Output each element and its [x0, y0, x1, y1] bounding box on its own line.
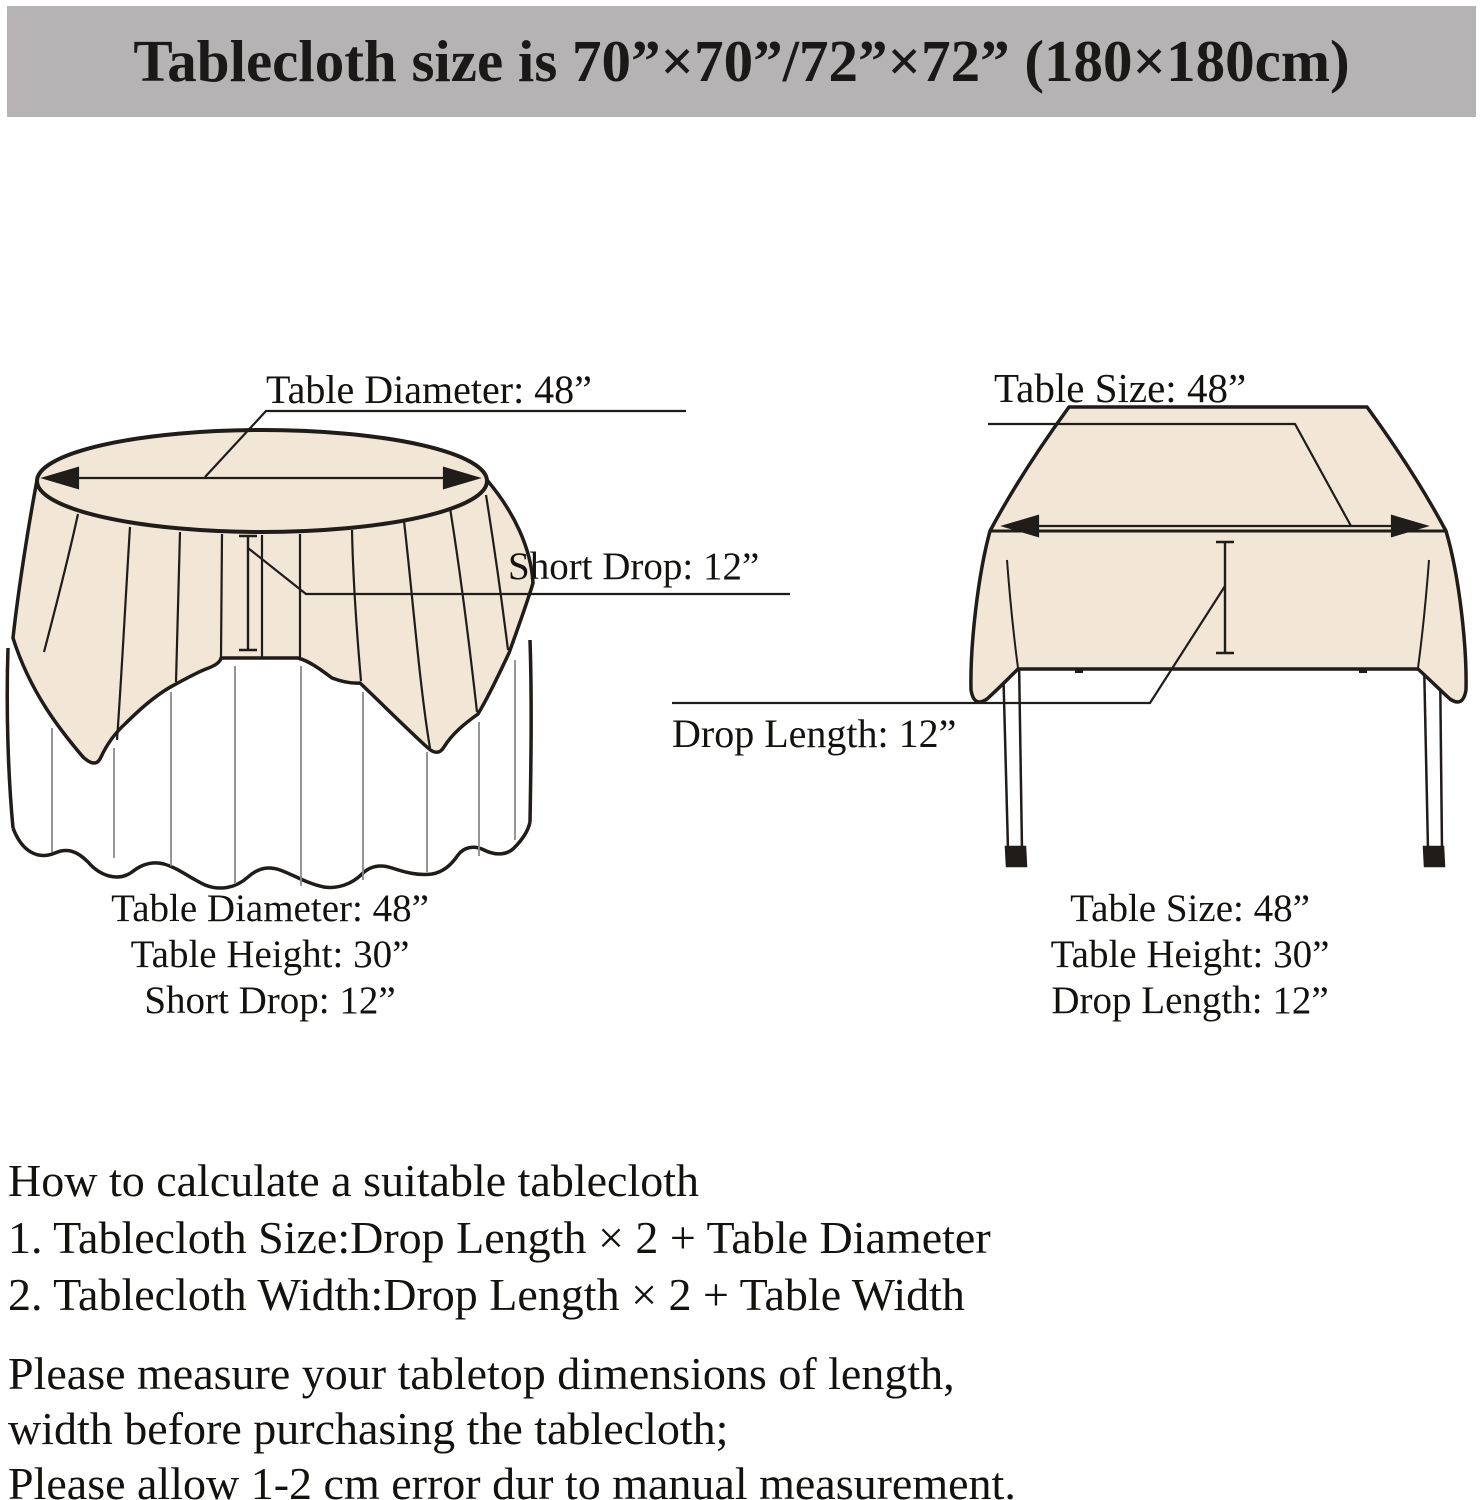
measurement-notes-block: [8, 1346, 1016, 1500]
caption-line: Short Drop: 12”: [144, 979, 396, 1022]
underskirt-wavy-hem: [13, 822, 530, 888]
drop-length-label: Drop Length: 12”: [672, 711, 957, 756]
caption-line: Drop Length: 12”: [1051, 979, 1329, 1022]
table-diameter-label: Table Diameter: 48”: [266, 367, 592, 412]
note-line: Please allow 1-2 cm error dur to manual measurement.: [8, 1458, 1016, 1500]
caption-line: Table Diameter: 48”: [111, 887, 429, 930]
rect-table-caption: [950, 886, 1430, 1024]
how-to-item: 1. Tablecloth Size:Drop Length × 2 + Table Diameter: [8, 1212, 991, 1263]
round-table-diagram: [7, 411, 790, 888]
table-foot-left: [1006, 847, 1026, 866]
how-to-item: 2. Tablecloth Width:Drop Length × 2 + Table Width: [8, 1269, 965, 1320]
note-line: Please measure your tabletop dimensions of length,: [8, 1348, 955, 1399]
how-to-heading: How to calculate a suitable tablecloth: [8, 1155, 700, 1206]
caption-line: Table Height: 30”: [130, 933, 410, 976]
title-banner: [7, 6, 1476, 117]
caption-line: Table Height: 30”: [1050, 933, 1330, 976]
rect-table-diagram: [672, 407, 1466, 866]
diagram-canvas: [0, 330, 1483, 890]
round-table-top: [37, 430, 487, 532]
table-size-label: Table Size: 48”: [994, 365, 1247, 411]
how-to-calculate-block: [8, 1152, 991, 1323]
note-line: width before purchasing the tablecloth;: [8, 1403, 729, 1454]
page-title: Tablecloth size is 70”×70”/72”×72” (180×180cm): [133, 28, 1350, 94]
table-foot-right: [1424, 847, 1444, 866]
round-table-caption: [30, 886, 510, 1024]
short-drop-label: Short Drop: 12”: [508, 545, 760, 588]
table-leg-left: [1003, 660, 1022, 850]
rect-table-legs: [1003, 660, 1444, 866]
rect-table-cloth: [971, 407, 1466, 702]
caption-line: Table Size: 48”: [1070, 887, 1310, 930]
